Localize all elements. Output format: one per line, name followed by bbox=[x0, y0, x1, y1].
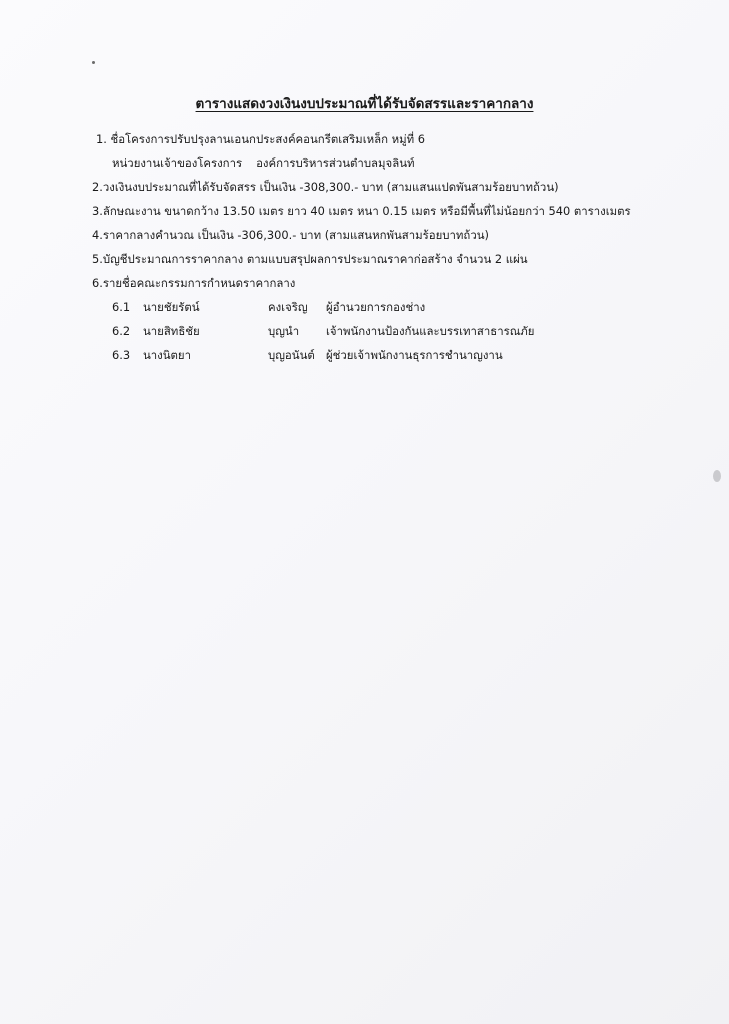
committee-last-name: บุญอนันต์ bbox=[268, 348, 315, 362]
agency-value: องค์การบริหารส่วนตำบลมุจลินท์ bbox=[256, 156, 415, 170]
agency-label: หน่วยงานเจ้าของโครงการ bbox=[112, 156, 243, 170]
price-estimate-account-line: 5.บัญชีประมาณการราคากลาง ตามแบบสรุปผลการประมาณราคาก่อสร้าง จำนวน 2 แผ่น bbox=[92, 252, 528, 266]
budget-allocation-line: 2.วงเงินงบประมาณที่ได้รับจัดสรร เป็นเงิน -308,300.- บาท (สามแสนแปดพันสามร้อยบาทถ้วน) bbox=[92, 180, 559, 194]
scan-smudge bbox=[713, 470, 721, 482]
committee-number: 6.3 bbox=[112, 348, 131, 362]
project-name-line: 1. ชื่อโครงการปรับปรุงลานเอนกประสงค์คอนกรีตเสริมเหล็ก หมู่ที่ 6 bbox=[96, 132, 425, 146]
committee-position: เจ้าพนักงานป้องกันและบรรเทาสาธารณภัย bbox=[326, 324, 535, 338]
committee-number: 6.1 bbox=[112, 300, 131, 314]
committee-position: ผู้ช่วยเจ้าพนักงานธุรการชำนาญงาน bbox=[326, 348, 503, 362]
document-title: ตารางแสดงวงเงินงบประมาณที่ได้รับจัดสรรและราคากลาง bbox=[195, 96, 534, 112]
committee-first-name: นางนิตยา bbox=[143, 348, 191, 362]
committee-number: 6.2 bbox=[112, 324, 131, 338]
committee-position: ผู้อำนวยการกองช่าง bbox=[326, 300, 426, 314]
work-specification-line: 3.ลักษณะงาน ขนาดกว้าง 13.50 เมตร ยาว 40 เมตร หนา 0.15 เมตร หรือมีพื้นที่ไม่น้อยกว่า 540 ตารางเมตร bbox=[92, 204, 631, 218]
committee-last-name: คงเจริญ bbox=[268, 300, 308, 314]
committee-first-name: นายสิทธิชัย bbox=[143, 324, 200, 338]
committee-first-name: นายชัยรัตน์ bbox=[143, 300, 200, 314]
scan-speck bbox=[92, 61, 95, 64]
median-price-line: 4.ราคากลางคำนวณ เป็นเงิน -306,300.- บาท (สามแสนหกพันสามร้อยบาทถ้วน) bbox=[92, 228, 489, 242]
committee-last-name: บุญนำ bbox=[268, 324, 300, 338]
agency-line bbox=[112, 155, 415, 171]
committee-heading: 6.รายชื่อคณะกรรมการกำหนดราคากลาง bbox=[92, 276, 296, 290]
